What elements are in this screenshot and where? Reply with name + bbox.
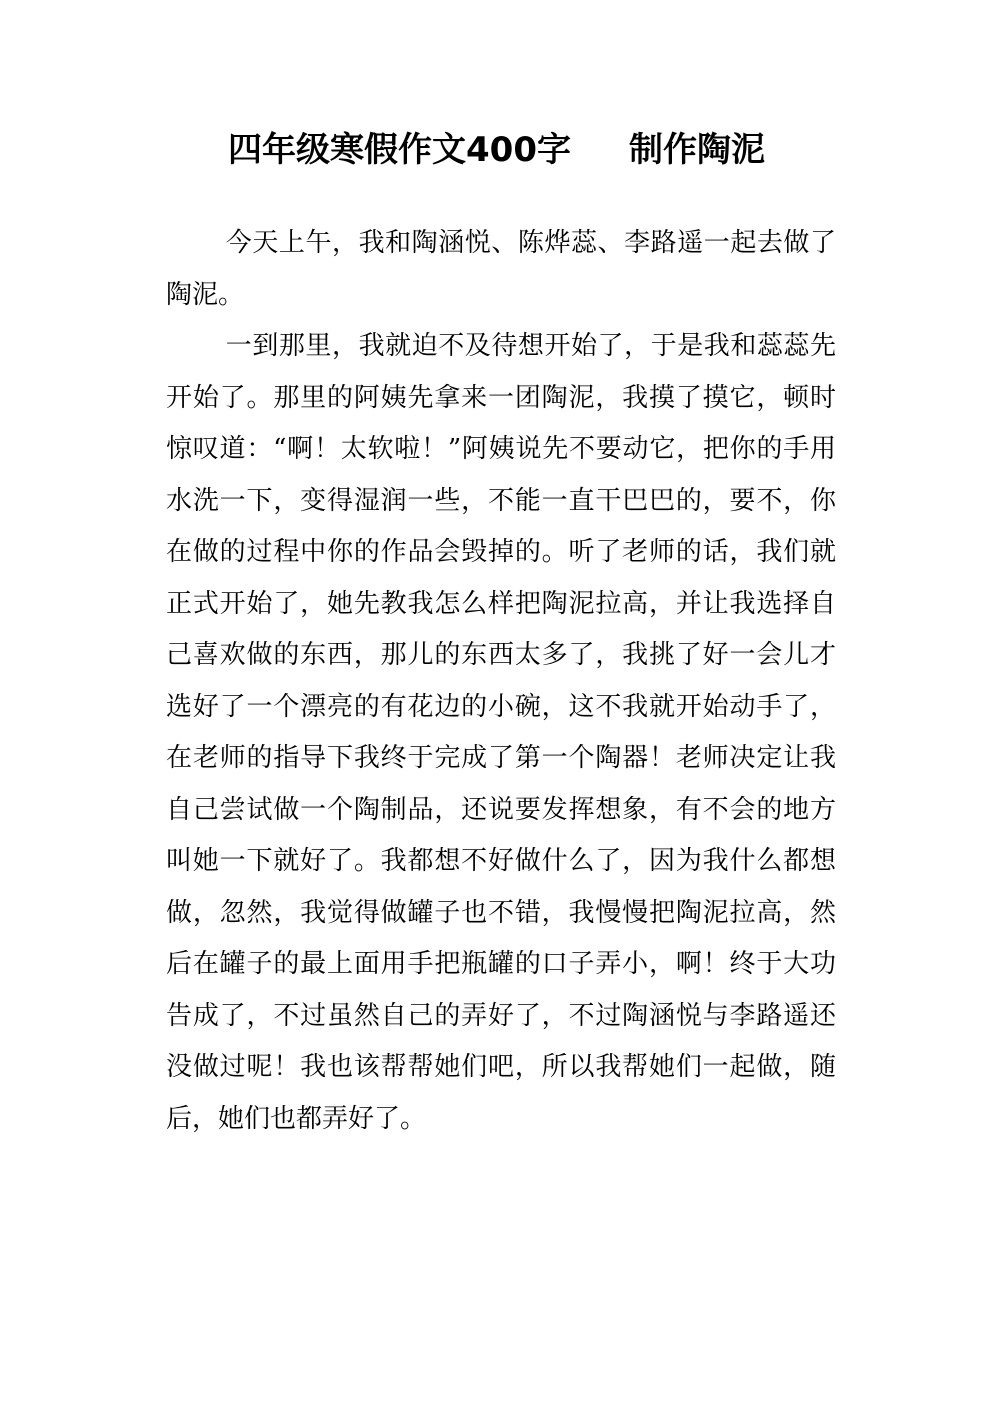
paragraph-1: 今天上午，我和陶涵悦、陈烨蕊、李路遥一起去做了陶泥。 <box>166 228 836 310</box>
document-title <box>0 122 993 178</box>
document-body <box>166 218 836 1145</box>
title-sub: 制作陶泥 <box>628 130 765 170</box>
title-main: 四年级寒假作文400字 <box>228 130 571 170</box>
paragraph-2: 一到那里，我就迫不及待想开始了，于是我和蕊蕊先开始了。那里的阿姨先拿来一团陶泥，我摸了摸它，顿时惊叹道：“啊！太软啦！”阿姨说先不要动它，把你的手用水洗一下，变得湿润一些，不能一直干巴巴的，要不，你在做的过程中你的作品会毁掉的。听了老师的话，我们就正式开始了，她先教我怎么样把陶泥拉高，并让我选择自己喜欢做的东西，那儿的东西太多了，我挑了好一会儿才选好了一个漂亮的有花边的小碗，这不我就开始动手了，在老师的指导下我终于完成了第一个陶器！老师决定让我自己尝试做一个陶制品，还说要发挥想象，有不会的地方叫她一下就好了。我都想不好做什么了，因为我什么都想做，忽然，我觉得做罐子也不错，我慢慢把陶泥拉高，然后在罐子的最上面用手把瓶罐的口子弄小，啊！终于大功告成了，不过虽然自己的弄好了，不过陶涵悦与李路遥还没做过呢！我也该帮帮她们吧，所以我帮她们一起做，随后，她们也都弄好了。 <box>166 331 836 1134</box>
